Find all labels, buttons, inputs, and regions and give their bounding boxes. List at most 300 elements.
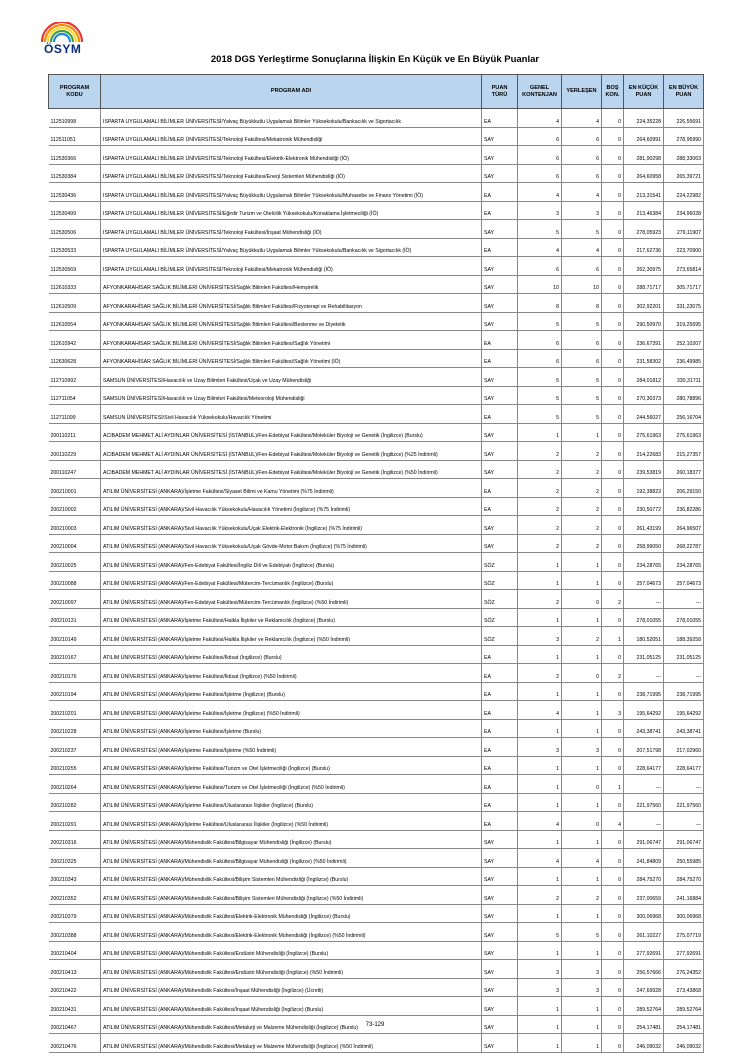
quota-cell: 4 — [518, 701, 562, 720]
score-type-cell: SAY — [482, 294, 518, 313]
min-score-cell: 256,57666 — [624, 960, 664, 979]
empty-quota-cell: 0 — [602, 257, 624, 276]
placed-cell: 6 — [562, 146, 602, 165]
max-score-cell: --- — [664, 812, 704, 831]
table-row — [49, 645, 704, 664]
quota-cell: 1 — [518, 423, 562, 442]
max-score-cell: 234,28765 — [664, 553, 704, 572]
table-row — [49, 867, 704, 886]
quota-cell: 1 — [518, 793, 562, 812]
max-score-cell: 278,01055 — [664, 608, 704, 627]
min-score-cell: --- — [624, 664, 664, 683]
empty-quota-cell: 0 — [602, 553, 624, 572]
max-score-cell: 238,71995 — [664, 682, 704, 701]
quota-cell: 6 — [518, 146, 562, 165]
empty-quota-cell: 0 — [602, 867, 624, 886]
min-score-cell: 247,69928 — [624, 978, 664, 997]
placed-cell: 4 — [562, 109, 602, 128]
score-type-cell: SAY — [482, 941, 518, 960]
empty-quota-cell: 0 — [602, 719, 624, 738]
min-score-cell: 261,43199 — [624, 516, 664, 535]
empty-quota-cell: 0 — [602, 331, 624, 350]
max-score-cell: 236,49985 — [664, 349, 704, 368]
max-score-cell: 221,97560 — [664, 793, 704, 812]
empty-quota-cell: 0 — [602, 312, 624, 331]
placed-cell: 1 — [562, 682, 602, 701]
min-score-cell: 236,67391 — [624, 331, 664, 350]
program-code-cell: 112530533 — [49, 238, 101, 257]
placed-cell: 2 — [562, 442, 602, 461]
program-code-cell: 112530506 — [49, 220, 101, 239]
min-score-cell: 290,50970 — [624, 312, 664, 331]
placed-cell: 5 — [562, 386, 602, 405]
table-row — [49, 775, 704, 794]
quota-cell: 2 — [518, 886, 562, 905]
quota-cell: 5 — [518, 220, 562, 239]
program-code-cell: 200210343 — [49, 867, 101, 886]
quota-cell: 6 — [518, 127, 562, 146]
program-name-cell: AFYONKARAHİSAR SAĞLIK BİLİMLERİ ÜNİVERSİTESİ/Sağlık Bilimleri Fakültesi/Hemşirelik — [101, 275, 482, 294]
max-score-cell: 215,27357 — [664, 442, 704, 461]
quota-cell: 3 — [518, 738, 562, 757]
empty-quota-cell: 0 — [602, 534, 624, 553]
min-score-cell: 214,22683 — [624, 442, 664, 461]
program-name-cell: ATILIM ÜNİVERSİTESİ (ANKARA)/Mühendislik Fakültesi/İnşaat Mühendisliği (İngilizce) (Burslu) — [101, 997, 482, 1016]
placed-cell: 1 — [562, 423, 602, 442]
program-code-cell: 200210316 — [49, 830, 101, 849]
min-score-cell: 237,00659 — [624, 886, 664, 905]
empty-quota-cell: 0 — [602, 275, 624, 294]
table-row — [49, 664, 704, 683]
header-quota: GENEL KONTENJAN — [518, 75, 562, 109]
empty-quota-cell: 0 — [602, 497, 624, 516]
empty-quota-cell: 0 — [602, 109, 624, 128]
program-name-cell: ISPARTA UYGULAMALI BİLİMLER ÜNİVERSİTESİ/Yalvaç Büyükkutlu Uygulamalı Bilimler Yüksekokulu/Bankacılık ve Sigortacılık (İÖ) — [101, 238, 482, 257]
table-header-row — [49, 75, 704, 109]
empty-quota-cell: 0 — [602, 442, 624, 461]
empty-quota-cell: 0 — [602, 756, 624, 775]
program-code-cell: 112530384 — [49, 164, 101, 183]
program-name-cell: ISPARTA UYGULAMALI BİLİMLER ÜNİVERSİTESİ/Teknoloji Fakültesi/İnşaat Mühendisliği (İÖ) — [101, 220, 482, 239]
placed-cell: 2 — [562, 497, 602, 516]
score-type-cell: EA — [482, 349, 518, 368]
quota-cell: 6 — [518, 349, 562, 368]
table-row — [49, 571, 704, 590]
empty-quota-cell: 2 — [602, 664, 624, 683]
program-code-cell: 112711099 — [49, 405, 101, 424]
program-code-cell: 200210282 — [49, 793, 101, 812]
program-code-cell: 200210476 — [49, 1034, 101, 1053]
min-score-cell: 288,71717 — [624, 275, 664, 294]
min-score-cell: --- — [624, 775, 664, 794]
program-name-cell: ATILIM ÜNİVERSİTESİ (ANKARA)/İşletme Fakültesi/İşletme (%50 İndirimli) — [101, 738, 482, 757]
program-name-cell: ATILIM ÜNİVERSİTESİ (ANKARA)/Sivil Havacılık Yüksekokulu/Uçak Gövde-Motor Bakım (İngilizce) (%75 İndirimli) — [101, 534, 482, 553]
max-score-cell: 273,65814 — [664, 257, 704, 276]
quota-cell: 1 — [518, 756, 562, 775]
max-score-cell: 291,06747 — [664, 830, 704, 849]
max-score-cell: 275,07719 — [664, 923, 704, 942]
max-score-cell: 250,55985 — [664, 849, 704, 868]
program-name-cell: ACIBADEM MEHMET ALİ AYDINLAR ÜNİVERSİTESİ (İSTANBUL)/Fen-Edebiyat Fakültesi/Moleküler Biyoloji ve Genetik (İngilizce) (%25 İndirimli) — [101, 442, 482, 461]
min-score-cell: 254,17481 — [624, 1015, 664, 1034]
empty-quota-cell: 0 — [602, 1034, 624, 1053]
max-score-cell: 273,43868 — [664, 978, 704, 997]
quota-cell: 3 — [518, 978, 562, 997]
program-code-cell: 200210004 — [49, 534, 101, 553]
table-row — [49, 960, 704, 979]
program-code-cell: 112610509 — [49, 294, 101, 313]
empty-quota-cell: 0 — [602, 146, 624, 165]
table-row — [49, 312, 704, 331]
score-type-cell: SAY — [482, 423, 518, 442]
table-row — [49, 923, 704, 942]
table-row — [49, 386, 704, 405]
program-name-cell: SAMSUN ÜNİVERSİTESİ/Havacılık ve Uzay Bilimleri Fakültesi/Uçak ve Uzay Mühendisliği — [101, 368, 482, 387]
quota-cell: 8 — [518, 294, 562, 313]
program-name-cell: ATILIM ÜNİVERSİTESİ (ANKARA)/Mühendislik Fakültesi/Bilgisayar Mühendisliği (İngilizce) (%50 İndirimli) — [101, 849, 482, 868]
empty-quota-cell: 0 — [602, 608, 624, 627]
quota-cell: 10 — [518, 275, 562, 294]
score-type-cell: EA — [482, 497, 518, 516]
quota-cell: 1 — [518, 1034, 562, 1053]
score-type-cell: EA — [482, 331, 518, 350]
placed-cell: 3 — [562, 738, 602, 757]
score-type-cell: SAY — [482, 442, 518, 461]
program-code-cell: 200210167 — [49, 645, 101, 664]
empty-quota-cell: 0 — [602, 793, 624, 812]
empty-quota-cell: 0 — [602, 886, 624, 905]
score-type-cell: SAY — [482, 978, 518, 997]
quota-cell: 1 — [518, 941, 562, 960]
quota-cell: 1 — [518, 571, 562, 590]
score-type-cell: SAY — [482, 960, 518, 979]
quota-cell: 4 — [518, 183, 562, 202]
empty-quota-cell: 1 — [602, 627, 624, 646]
min-score-cell: 291,06747 — [624, 830, 664, 849]
program-code-cell: 200210255 — [49, 756, 101, 775]
program-name-cell: AFYONKARAHİSAR SAĞLIK BİLİMLERİ ÜNİVERSİTESİ/Sağlık Bilimleri Fakültesi/Sağlık Yönetimi — [101, 331, 482, 350]
placed-cell: 0 — [562, 590, 602, 609]
program-code-cell: 112710992 — [49, 368, 101, 387]
program-name-cell: ATILIM ÜNİVERSİTESİ (ANKARA)/İşletme Fakültesi/İktisat (İngilizce) (Burslu) — [101, 645, 482, 664]
quota-cell: 1 — [518, 775, 562, 794]
score-type-cell: SAY — [482, 220, 518, 239]
program-code-cell: 112630628 — [49, 349, 101, 368]
table-row — [49, 627, 704, 646]
program-name-cell: SAMSUN ÜNİVERSİTESİ/Havacılık ve Uzay Bilimleri Fakültesi/Meteoroloji Mühendisliği — [101, 386, 482, 405]
program-code-cell: 112511051 — [49, 127, 101, 146]
min-score-cell: 180,52051 — [624, 627, 664, 646]
quota-cell: 4 — [518, 812, 562, 831]
placed-cell: 0 — [562, 775, 602, 794]
score-type-cell: SAY — [482, 886, 518, 905]
score-type-cell: SAY — [482, 1034, 518, 1053]
quota-cell: 5 — [518, 405, 562, 424]
score-type-cell: EA — [482, 756, 518, 775]
program-code-cell: 200210001 — [49, 479, 101, 498]
program-code-cell: 200210404 — [49, 941, 101, 960]
score-type-cell: SAY — [482, 164, 518, 183]
empty-quota-cell: 4 — [602, 812, 624, 831]
program-name-cell: ATILIM ÜNİVERSİTESİ (ANKARA)/Sivil Havacılık Yüksekokulu/Havacılık Yönetimi (İngilizce) (%75 İndirimli) — [101, 497, 482, 516]
placed-cell: 6 — [562, 164, 602, 183]
max-score-cell: 241,16884 — [664, 886, 704, 905]
quota-cell: 5 — [518, 368, 562, 387]
placed-cell: 2 — [562, 627, 602, 646]
empty-quota-cell: 0 — [602, 997, 624, 1016]
table-row — [49, 164, 704, 183]
quota-cell: 1 — [518, 867, 562, 886]
quota-cell: 4 — [518, 109, 562, 128]
placed-cell: 10 — [562, 275, 602, 294]
program-name-cell: ISPARTA UYGULAMALI BİLİMLER ÜNİVERSİTESİ/Yalvaç Büyükkutlu Uygulamalı Bilimler Yüksekokulu/Bankacılık ve Sigortacılık — [101, 109, 482, 128]
program-code-cell: 200210264 — [49, 775, 101, 794]
min-score-cell: 264,60991 — [624, 127, 664, 146]
min-score-cell: 278,01055 — [624, 608, 664, 627]
table-row — [49, 109, 704, 128]
min-score-cell: 289,52764 — [624, 997, 664, 1016]
empty-quota-cell: 1 — [602, 775, 624, 794]
program-name-cell: ATILIM ÜNİVERSİTESİ (ANKARA)/Mühendislik Fakültesi/Endüstri Mühendisliği (İngilizce) (%50 İndirimli) — [101, 960, 482, 979]
program-code-cell: 112530499 — [49, 201, 101, 220]
score-type-cell: SAY — [482, 904, 518, 923]
min-score-cell: --- — [624, 590, 664, 609]
score-type-cell: SAY — [482, 516, 518, 535]
score-type-cell: EA — [482, 109, 518, 128]
quota-cell: 1 — [518, 997, 562, 1016]
placed-cell: 5 — [562, 368, 602, 387]
empty-quota-cell: 0 — [602, 405, 624, 424]
program-name-cell: ATILIM ÜNİVERSİTESİ (ANKARA)/İşletme Fakültesi/İşletme (İngilizce) (%50 İndirimli) — [101, 701, 482, 720]
program-code-cell: 112610942 — [49, 331, 101, 350]
table-row — [49, 127, 704, 146]
empty-quota-cell: 0 — [602, 978, 624, 997]
max-score-cell: --- — [664, 590, 704, 609]
placed-cell: 1 — [562, 904, 602, 923]
max-score-cell: 265,39721 — [664, 164, 704, 183]
empty-quota-cell: 0 — [602, 349, 624, 368]
min-score-cell: 217,62736 — [624, 238, 664, 257]
empty-quota-cell: 0 — [602, 368, 624, 387]
placed-cell: 3 — [562, 978, 602, 997]
table-row — [49, 479, 704, 498]
min-score-cell: 281,90298 — [624, 146, 664, 165]
max-score-cell: 277,92691 — [664, 941, 704, 960]
max-score-cell: 256,16704 — [664, 405, 704, 424]
placed-cell: 1 — [562, 701, 602, 720]
placed-cell: 4 — [562, 849, 602, 868]
program-name-cell: AFYONKARAHİSAR SAĞLIK BİLİMLERİ ÜNİVERSİTESİ/Sağlık Bilimleri Fakültesi/Fizyoterapi ve Rehabilitasyon — [101, 294, 482, 313]
program-name-cell: ISPARTA UYGULAMALI BİLİMLER ÜNİVERSİTESİ/Yalvaç Büyükkutlu Uygulamalı Bilimler Yüksekokulu/Muhasebe ve Finans Yönetimi (İÖ) — [101, 183, 482, 202]
placed-cell: 1 — [562, 645, 602, 664]
score-type-cell: SAY — [482, 257, 518, 276]
table-row — [49, 183, 704, 202]
score-type-cell: EA — [482, 793, 518, 812]
placed-cell: 4 — [562, 183, 602, 202]
empty-quota-cell: 0 — [602, 923, 624, 942]
empty-quota-cell: 0 — [602, 238, 624, 257]
program-code-cell: 200210413 — [49, 960, 101, 979]
placed-cell: 1 — [562, 1034, 602, 1053]
program-name-cell: ATILIM ÜNİVERSİTESİ (ANKARA)/Mühendislik Fakültesi/Elektrik-Elektronik Mühendisliği (İngilizce) (Burslu) — [101, 904, 482, 923]
placed-cell: 1 — [562, 608, 602, 627]
quota-cell: 5 — [518, 923, 562, 942]
program-name-cell: ATILIM ÜNİVERSİTESİ (ANKARA)/İşletme Fakültesi/Uluslararası İlişkiler (İngilizce) (Burslu) — [101, 793, 482, 812]
max-score-cell: 254,17481 — [664, 1015, 704, 1034]
program-code-cell: 112610554 — [49, 312, 101, 331]
placed-cell: 3 — [562, 201, 602, 220]
empty-quota-cell: 0 — [602, 183, 624, 202]
header-score-type: PUAN TÜRÜ — [482, 75, 518, 109]
score-type-cell: EA — [482, 645, 518, 664]
max-score-cell: 228,64177 — [664, 756, 704, 775]
placed-cell: 1 — [562, 756, 602, 775]
program-name-cell: ATILIM ÜNİVERSİTESİ (ANKARA)/İşletme Fakültesi/Halkla İlişkiler ve Reklamcılık (İngilizce) (Burslu) — [101, 608, 482, 627]
table-row — [49, 738, 704, 757]
empty-quota-cell: 0 — [602, 645, 624, 664]
quota-cell: 4 — [518, 849, 562, 868]
empty-quota-cell: 0 — [602, 738, 624, 757]
empty-quota-cell: 0 — [602, 1015, 624, 1034]
min-score-cell: --- — [624, 812, 664, 831]
quota-cell: 3 — [518, 960, 562, 979]
max-score-cell: 206,29150 — [664, 479, 704, 498]
empty-quota-cell: 0 — [602, 682, 624, 701]
table-row — [49, 405, 704, 424]
table-row — [49, 701, 704, 720]
placed-cell: 1 — [562, 553, 602, 572]
logo-text: ÖSYM — [44, 42, 82, 56]
quota-cell: 1 — [518, 830, 562, 849]
placed-cell: 5 — [562, 405, 602, 424]
empty-quota-cell: 0 — [602, 941, 624, 960]
max-score-cell: 257,04673 — [664, 571, 704, 590]
score-type-cell: EA — [482, 201, 518, 220]
quota-cell: 1 — [518, 1015, 562, 1034]
table-row — [49, 294, 704, 313]
program-code-cell: 200210097 — [49, 590, 101, 609]
program-code-cell: 200210025 — [49, 553, 101, 572]
program-name-cell: ATILIM ÜNİVERSİTESİ (ANKARA)/İşletme Fakültesi/Halkla İlişkiler ve Reklamcılık (İngilizce) (%50 İndirimli) — [101, 627, 482, 646]
score-type-cell: SAY — [482, 368, 518, 387]
program-code-cell: 200210352 — [49, 886, 101, 905]
program-code-cell: 112530366 — [49, 146, 101, 165]
max-score-cell: 264,96507 — [664, 516, 704, 535]
program-code-cell: 112530569 — [49, 257, 101, 276]
table-row — [49, 275, 704, 294]
table-row — [49, 904, 704, 923]
program-code-cell: 200210088 — [49, 571, 101, 590]
score-type-cell: SÖZ — [482, 571, 518, 590]
quota-cell: 2 — [518, 460, 562, 479]
score-type-cell: SAY — [482, 460, 518, 479]
min-score-cell: 241,84809 — [624, 849, 664, 868]
empty-quota-cell: 0 — [602, 571, 624, 590]
program-code-cell: 200210237 — [49, 738, 101, 757]
score-type-cell: SAY — [482, 867, 518, 886]
program-name-cell: ATILIM ÜNİVERSİTESİ (ANKARA)/İşletme Fakültesi/Siyaset Bilimi ve Kamu Yönetimi (%75 İndirimli) — [101, 479, 482, 498]
min-score-cell: 238,71995 — [624, 682, 664, 701]
quota-cell: 1 — [518, 904, 562, 923]
page-number: 73-129 — [365, 1022, 385, 1028]
table-row — [49, 442, 704, 461]
score-type-cell: EA — [482, 682, 518, 701]
program-name-cell: ATILIM ÜNİVERSİTESİ (ANKARA)/Mühendislik Fakültesi/Metalurji ve Malzeme Mühendisliği (İngilizce) (Burslu) — [101, 1015, 482, 1034]
table-row — [49, 220, 704, 239]
table-row — [49, 719, 704, 738]
score-type-cell: EA — [482, 405, 518, 424]
document-title: 2018 DGS Yerleştirme Sonuçlarına İlişkin En Küçük ve En Büyük Puanlar — [210, 54, 540, 65]
min-score-cell: 231,58302 — [624, 349, 664, 368]
max-score-cell: 243,38741 — [664, 719, 704, 738]
header-program-code: PROGRAM KODU — [49, 75, 101, 109]
program-code-cell: 200210003 — [49, 516, 101, 535]
empty-quota-cell: 0 — [602, 423, 624, 442]
empty-quota-cell: 0 — [602, 479, 624, 498]
program-code-cell: 200210194 — [49, 682, 101, 701]
table-row — [49, 590, 704, 609]
program-name-cell: ACIBADEM MEHMET ALİ AYDINLAR ÜNİVERSİTESİ (İSTANBUL)/Fen-Edebiyat Fakültesi/Moleküler Biyoloji ve Genetik (İngilizce) (Burslu) — [101, 423, 482, 442]
max-score-cell: 278,96990 — [664, 127, 704, 146]
program-code-cell: 200110211 — [49, 423, 101, 442]
table-row — [49, 257, 704, 276]
program-name-cell: ATILIM ÜNİVERSİTESİ (ANKARA)/Mühendislik Fakültesi/Bilgisayar Mühendisliği (İngilizce) (Burslu) — [101, 830, 482, 849]
program-name-cell: ATILIM ÜNİVERSİTESİ (ANKARA)/Fen-Edebiyat Fakültesi/İngiliz Dili ve Edebiyatı (İngilizce) (Burslu) — [101, 553, 482, 572]
score-type-cell: EA — [482, 479, 518, 498]
empty-quota-cell: 0 — [602, 460, 624, 479]
min-score-cell: 270,30373 — [624, 386, 664, 405]
program-name-cell: ATILIM ÜNİVERSİTESİ (ANKARA)/Mühendislik Fakültesi/Elektrik-Elektronik Mühendisliği (İngilizce) (%50 İndirimli) — [101, 923, 482, 942]
max-score-cell: 276,24352 — [664, 960, 704, 979]
min-score-cell: 231,05125 — [624, 645, 664, 664]
empty-quota-cell: 0 — [602, 849, 624, 868]
min-score-cell: 262,30975 — [624, 257, 664, 276]
min-score-cell: 221,97560 — [624, 793, 664, 812]
score-type-cell: SAY — [482, 923, 518, 942]
empty-quota-cell: 0 — [602, 386, 624, 405]
program-name-cell: ATILIM ÜNİVERSİTESİ (ANKARA)/Fen-Edebiyat Fakültesi/Mütercim-Tercümanlık (İngilizce) (%50 İndirimli) — [101, 590, 482, 609]
program-name-cell: ATILIM ÜNİVERSİTESİ (ANKARA)/Fen-Edebiyat Fakültesi/Mütercim-Tercümanlık (İngilizce) (Burslu) — [101, 571, 482, 590]
table-row — [49, 534, 704, 553]
placed-cell: 6 — [562, 349, 602, 368]
placed-cell: 2 — [562, 516, 602, 535]
program-code-cell: 112711054 — [49, 386, 101, 405]
max-score-cell: 195,64292 — [664, 701, 704, 720]
program-name-cell: ATILIM ÜNİVERSİTESİ (ANKARA)/İşletme Fakültesi/İşletme (Burslu) — [101, 719, 482, 738]
score-type-cell: SAY — [482, 830, 518, 849]
min-score-cell: 277,92691 — [624, 941, 664, 960]
table-row — [49, 368, 704, 387]
max-score-cell: 223,70900 — [664, 238, 704, 257]
min-score-cell: 258,99050 — [624, 534, 664, 553]
max-score-cell: 289,52764 — [664, 997, 704, 1016]
quota-cell: 3 — [518, 627, 562, 646]
program-code-cell: 200110229 — [49, 442, 101, 461]
table-row — [49, 849, 704, 868]
quota-cell: 2 — [518, 590, 562, 609]
min-score-cell: 246,09032 — [624, 1034, 664, 1053]
quota-cell: 1 — [518, 553, 562, 572]
results-table — [48, 74, 704, 1053]
max-score-cell: 331,23075 — [664, 294, 704, 313]
program-name-cell: ATILIM ÜNİVERSİTESİ (ANKARA)/İşletme Fakültesi/Turizm ve Otel İşletmeciliği (İngilizce) (%50 İndirimli) — [101, 775, 482, 794]
placed-cell: 1 — [562, 867, 602, 886]
empty-quota-cell: 0 — [602, 904, 624, 923]
placed-cell: 2 — [562, 479, 602, 498]
table-row — [49, 941, 704, 960]
score-type-cell: SAY — [482, 849, 518, 868]
quota-cell: 2 — [518, 534, 562, 553]
